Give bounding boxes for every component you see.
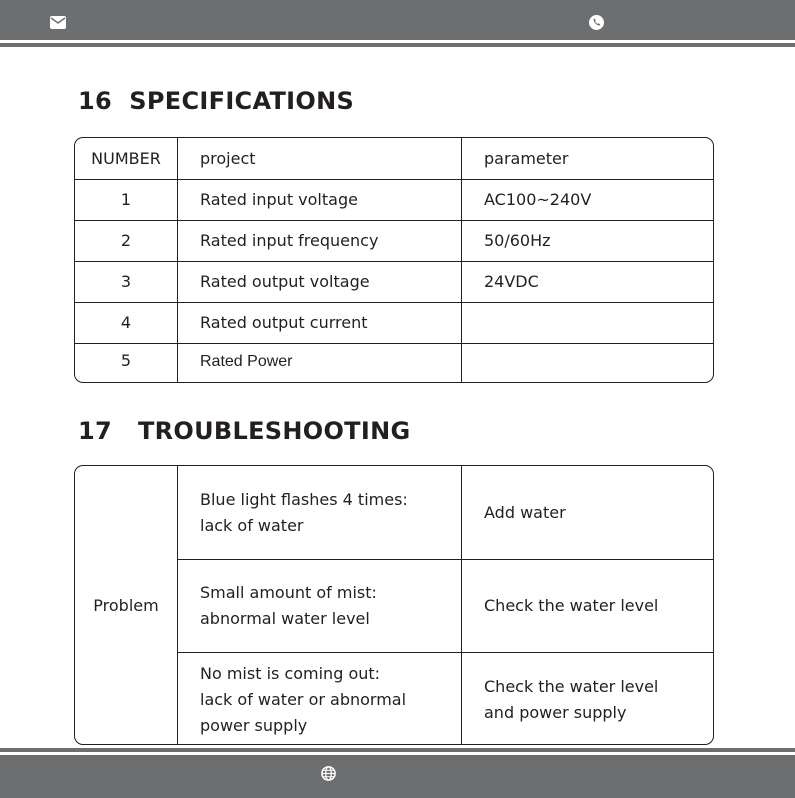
row-project: Rated output voltage: [178, 262, 462, 302]
column-header-project: project: [178, 138, 462, 179]
table-row: [178, 652, 714, 745]
row-parameter: [462, 303, 714, 343]
solution-line: and power supply: [484, 702, 627, 722]
problem-label: Problem: [75, 466, 178, 744]
row-number: 3: [75, 262, 178, 302]
row-parameter: 50/60Hz: [484, 231, 551, 250]
table-row: [75, 179, 713, 220]
troubleshooting-title: 17 TROUBLESHOOTING: [78, 417, 411, 445]
specifications-title: 16 SPECIFICATIONS: [78, 87, 355, 115]
footer-bar: [0, 752, 795, 798]
problem-line: abnormal water level: [200, 609, 370, 628]
table-header-row: [75, 138, 713, 179]
solution: [462, 560, 714, 652]
row-number: 5: [75, 344, 178, 383]
problem-line: lack of water: [200, 515, 304, 535]
table-row: [75, 302, 713, 343]
table-row: [178, 466, 714, 559]
problem-line: power supply: [200, 715, 308, 735]
row-project: Rated input frequency: [178, 221, 462, 261]
problem-description: [178, 466, 462, 559]
specifications-table: [74, 137, 714, 383]
row-parameter: [462, 344, 714, 383]
problem-description: [178, 653, 462, 745]
problem-line: No mist is coming out:: [200, 663, 381, 683]
solution-line: Check the water level: [484, 676, 659, 696]
row-project: Rated Power: [178, 344, 462, 383]
table-row: [75, 220, 713, 261]
problem-description: [178, 560, 462, 652]
row-parameter: AC100~240V: [484, 190, 592, 209]
row-number: 4: [75, 303, 178, 343]
table-row: [75, 343, 713, 383]
problem-line: lack of water or abnormal: [200, 689, 407, 709]
envelope-icon: [50, 16, 66, 29]
problem-line: Small amount of mist:: [200, 583, 377, 602]
row-number: 2: [75, 221, 178, 261]
table-row: [178, 559, 714, 652]
solution: [462, 653, 714, 745]
row-parameter: 24VDC: [484, 272, 539, 291]
column-header-parameter: parameter: [484, 148, 569, 168]
row-project: Rated input voltage: [178, 180, 462, 220]
phone-icon: [589, 15, 604, 30]
solution-line: Check the water level: [484, 596, 659, 615]
problem-line: Blue light flashes 4 times:: [200, 489, 408, 509]
column-header-number: NUMBER: [75, 138, 178, 179]
row-number: 1: [75, 180, 178, 220]
solution-line: Add water: [484, 502, 566, 522]
troubleshooting-table: [74, 465, 714, 745]
header-bar: [0, 0, 795, 43]
solution: [462, 466, 714, 559]
table-row: [75, 261, 713, 302]
row-project: Rated output current: [178, 303, 462, 343]
globe-icon: [321, 766, 336, 781]
